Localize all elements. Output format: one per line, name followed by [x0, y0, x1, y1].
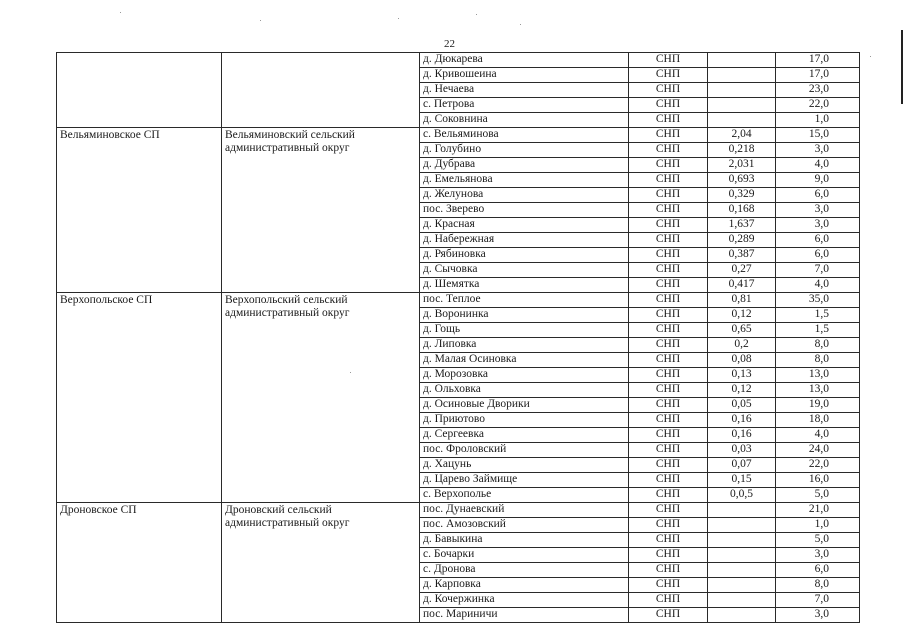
settlement-population-cell: 8,0 — [776, 578, 860, 593]
scan-speck — [260, 20, 261, 21]
settlement-type-cell: СНП — [629, 563, 708, 578]
settlement-sp-cell: Вельяминовское СП — [57, 128, 222, 293]
table-row — [57, 53, 860, 68]
settlement-area-cell — [708, 563, 776, 578]
settlement-name-cell: д. Голубино — [420, 143, 629, 158]
settlement-area-cell: 0,12 — [708, 383, 776, 398]
settlement-population-cell: 1,5 — [776, 323, 860, 338]
settlement-name-cell: пос. Теплое — [420, 293, 629, 308]
settlement-type-cell: СНП — [629, 203, 708, 218]
settlement-population-cell: 35,0 — [776, 293, 860, 308]
settlement-type-cell: СНП — [629, 263, 708, 278]
settlement-population-cell: 17,0 — [776, 68, 860, 83]
settlement-population-cell: 7,0 — [776, 593, 860, 608]
settlement-name-cell: д. Дюкарева — [420, 53, 629, 68]
settlement-area-cell: 0,08 — [708, 353, 776, 368]
settlement-type-cell: СНП — [629, 188, 708, 203]
scan-margin-line — [901, 30, 903, 104]
settlement-population-cell: 22,0 — [776, 98, 860, 113]
settlement-type-cell: СНП — [629, 278, 708, 293]
admin-okrug-cell: Дроновский сельский административный округ — [222, 503, 420, 623]
settlement-area-cell: 0,05 — [708, 398, 776, 413]
settlement-name-cell: д. Осиновые Дворики — [420, 398, 629, 413]
settlement-population-cell: 7,0 — [776, 263, 860, 278]
settlement-area-cell: 0,0,5 — [708, 488, 776, 503]
settlement-population-cell: 13,0 — [776, 368, 860, 383]
settlement-area-cell — [708, 113, 776, 128]
settlement-name-cell: с. Дронова — [420, 563, 629, 578]
settlement-area-cell — [708, 518, 776, 533]
settlement-population-cell: 16,0 — [776, 473, 860, 488]
table-body — [57, 53, 860, 623]
settlement-sp-cell: Верхопольское СП — [57, 293, 222, 503]
settlement-type-cell: СНП — [629, 443, 708, 458]
settlement-name-cell: д. Набережная — [420, 233, 629, 248]
admin-okrug-cell: Вельяминовский сельский административный округ — [222, 128, 420, 293]
settlement-area-cell: 0,81 — [708, 293, 776, 308]
settlement-type-cell: СНП — [629, 53, 708, 68]
settlement-name-cell: д. Воронинка — [420, 308, 629, 323]
settlement-area-cell — [708, 548, 776, 563]
admin-okrug-cell — [222, 53, 420, 128]
settlement-type-cell: СНП — [629, 68, 708, 83]
settlement-type-cell: СНП — [629, 473, 708, 488]
settlement-name-cell: пос. Мариничи — [420, 608, 629, 623]
settlement-population-cell: 6,0 — [776, 233, 860, 248]
settlement-area-cell: 0,12 — [708, 308, 776, 323]
settlement-name-cell: д. Гощь — [420, 323, 629, 338]
settlement-area-cell — [708, 83, 776, 98]
settlement-area-cell: 0,2 — [708, 338, 776, 353]
settlement-name-cell: д. Карповка — [420, 578, 629, 593]
settlement-population-cell: 6,0 — [776, 563, 860, 578]
settlement-type-cell: СНП — [629, 293, 708, 308]
settlement-name-cell: д. Рябиновка — [420, 248, 629, 263]
settlement-area-cell: 0,387 — [708, 248, 776, 263]
settlement-type-cell: СНП — [629, 248, 708, 263]
settlement-population-cell: 3,0 — [776, 218, 860, 233]
settlement-name-cell: д. Красная — [420, 218, 629, 233]
settlement-area-cell: 0,16 — [708, 428, 776, 443]
settlement-area-cell: 2,04 — [708, 128, 776, 143]
settlement-population-cell: 24,0 — [776, 443, 860, 458]
settlement-name-cell: д. Нечаева — [420, 83, 629, 98]
settlement-name-cell: д. Сергеевка — [420, 428, 629, 443]
scan-speck — [120, 12, 121, 13]
settlement-population-cell: 3,0 — [776, 608, 860, 623]
settlement-population-cell: 4,0 — [776, 278, 860, 293]
settlement-sp-cell: Дроновское СП — [57, 503, 222, 623]
settlement-area-cell — [708, 503, 776, 518]
settlement-population-cell: 13,0 — [776, 383, 860, 398]
settlement-area-cell: 0,329 — [708, 188, 776, 203]
settlement-type-cell: СНП — [629, 488, 708, 503]
settlement-type-cell: СНП — [629, 158, 708, 173]
settlement-area-cell — [708, 53, 776, 68]
settlement-population-cell: 3,0 — [776, 143, 860, 158]
settlement-type-cell: СНП — [629, 458, 708, 473]
settlement-name-cell: д. Желунова — [420, 188, 629, 203]
settlement-name-cell: д. Кочержинка — [420, 593, 629, 608]
settlement-name-cell: д. Морозовка — [420, 368, 629, 383]
settlement-area-cell — [708, 533, 776, 548]
settlement-population-cell: 1,0 — [776, 113, 860, 128]
settlement-type-cell: СНП — [629, 503, 708, 518]
settlement-population-cell: 6,0 — [776, 248, 860, 263]
settlement-name-cell: с. Верхополье — [420, 488, 629, 503]
settlement-sp-cell — [57, 53, 222, 128]
settlement-area-cell: 0,65 — [708, 323, 776, 338]
settlement-population-cell: 15,0 — [776, 128, 860, 143]
settlement-population-cell: 5,0 — [776, 533, 860, 548]
settlement-population-cell: 22,0 — [776, 458, 860, 473]
settlement-type-cell: СНП — [629, 83, 708, 98]
settlement-area-cell: 1,637 — [708, 218, 776, 233]
settlement-name-cell: д. Дубрава — [420, 158, 629, 173]
settlement-population-cell: 6,0 — [776, 188, 860, 203]
settlement-population-cell: 5,0 — [776, 488, 860, 503]
settlement-type-cell: СНП — [629, 533, 708, 548]
table-row — [57, 503, 860, 518]
settlement-name-cell: пос. Фроловский — [420, 443, 629, 458]
settlement-population-cell: 17,0 — [776, 53, 860, 68]
settlement-area-cell: 0,13 — [708, 368, 776, 383]
scan-speck — [870, 56, 871, 57]
settlement-population-cell: 3,0 — [776, 203, 860, 218]
settlement-population-cell: 8,0 — [776, 338, 860, 353]
settlement-population-cell: 23,0 — [776, 83, 860, 98]
settlement-area-cell — [708, 593, 776, 608]
settlement-area-cell: 0,168 — [708, 203, 776, 218]
settlement-type-cell: СНП — [629, 218, 708, 233]
settlement-area-cell: 0,15 — [708, 473, 776, 488]
settlement-type-cell: СНП — [629, 308, 708, 323]
settlement-name-cell: д. Малая Осиновка — [420, 353, 629, 368]
settlement-type-cell: СНП — [629, 413, 708, 428]
settlements-table — [56, 52, 860, 623]
settlement-type-cell: СНП — [629, 98, 708, 113]
settlement-type-cell: СНП — [629, 548, 708, 563]
settlement-name-cell: с. Вельяминова — [420, 128, 629, 143]
settlement-area-cell: 0,289 — [708, 233, 776, 248]
settlement-population-cell: 18,0 — [776, 413, 860, 428]
table-row — [57, 128, 860, 143]
settlement-area-cell: 0,03 — [708, 443, 776, 458]
settlement-area-cell: 0,417 — [708, 278, 776, 293]
settlement-name-cell: с. Петрова — [420, 98, 629, 113]
settlement-type-cell: СНП — [629, 398, 708, 413]
settlement-area-cell: 0,693 — [708, 173, 776, 188]
settlement-type-cell: СНП — [629, 383, 708, 398]
settlement-name-cell: д. Ольховка — [420, 383, 629, 398]
settlement-type-cell: СНП — [629, 128, 708, 143]
settlement-name-cell: д. Приютово — [420, 413, 629, 428]
settlement-name-cell: д. Бавыкина — [420, 533, 629, 548]
admin-okrug-cell: Верхопольский сельский административный округ — [222, 293, 420, 503]
settlement-name-cell: д. Царево Займище — [420, 473, 629, 488]
settlement-type-cell: СНП — [629, 233, 708, 248]
settlement-area-cell: 0,27 — [708, 263, 776, 278]
scan-speck — [476, 14, 477, 15]
table-row — [57, 293, 860, 308]
settlement-name-cell: пос. Зверево — [420, 203, 629, 218]
settlement-name-cell: с. Бочарки — [420, 548, 629, 563]
settlement-population-cell: 4,0 — [776, 428, 860, 443]
scan-speck — [350, 372, 351, 373]
settlement-area-cell — [708, 98, 776, 113]
settlement-population-cell: 1,0 — [776, 518, 860, 533]
settlement-type-cell: СНП — [629, 353, 708, 368]
settlement-population-cell: 8,0 — [776, 353, 860, 368]
settlement-name-cell: д. Соковнина — [420, 113, 629, 128]
settlement-area-cell: 0,16 — [708, 413, 776, 428]
settlement-type-cell: СНП — [629, 593, 708, 608]
settlement-name-cell: пос. Дунаевский — [420, 503, 629, 518]
settlement-area-cell: 0,07 — [708, 458, 776, 473]
settlement-name-cell: д. Липовка — [420, 338, 629, 353]
settlement-area-cell — [708, 68, 776, 83]
settlement-type-cell: СНП — [629, 323, 708, 338]
settlement-population-cell: 19,0 — [776, 398, 860, 413]
settlement-population-cell: 3,0 — [776, 548, 860, 563]
settlement-name-cell: пос. Амозовский — [420, 518, 629, 533]
scan-speck — [398, 18, 399, 19]
settlement-type-cell: СНП — [629, 368, 708, 383]
settlement-population-cell: 21,0 — [776, 503, 860, 518]
settlement-area-cell — [708, 578, 776, 593]
settlement-type-cell: СНП — [629, 608, 708, 623]
scan-speck — [520, 24, 521, 25]
settlement-population-cell: 4,0 — [776, 158, 860, 173]
settlement-type-cell: СНП — [629, 518, 708, 533]
settlement-area-cell — [708, 608, 776, 623]
settlement-population-cell: 1,5 — [776, 308, 860, 323]
settlement-area-cell: 2,031 — [708, 158, 776, 173]
settlement-name-cell: д. Шемятка — [420, 278, 629, 293]
settlement-type-cell: СНП — [629, 173, 708, 188]
page-number: 22 — [444, 38, 455, 50]
settlement-name-cell: д. Емельянова — [420, 173, 629, 188]
settlement-population-cell: 9,0 — [776, 173, 860, 188]
settlement-type-cell: СНП — [629, 578, 708, 593]
settlement-type-cell: СНП — [629, 338, 708, 353]
settlement-name-cell: д. Сычовка — [420, 263, 629, 278]
settlement-type-cell: СНП — [629, 113, 708, 128]
settlement-type-cell: СНП — [629, 428, 708, 443]
settlement-type-cell: СНП — [629, 143, 708, 158]
settlement-name-cell: д. Кривошеина — [420, 68, 629, 83]
settlement-area-cell: 0,218 — [708, 143, 776, 158]
settlement-name-cell: д. Хацунь — [420, 458, 629, 473]
